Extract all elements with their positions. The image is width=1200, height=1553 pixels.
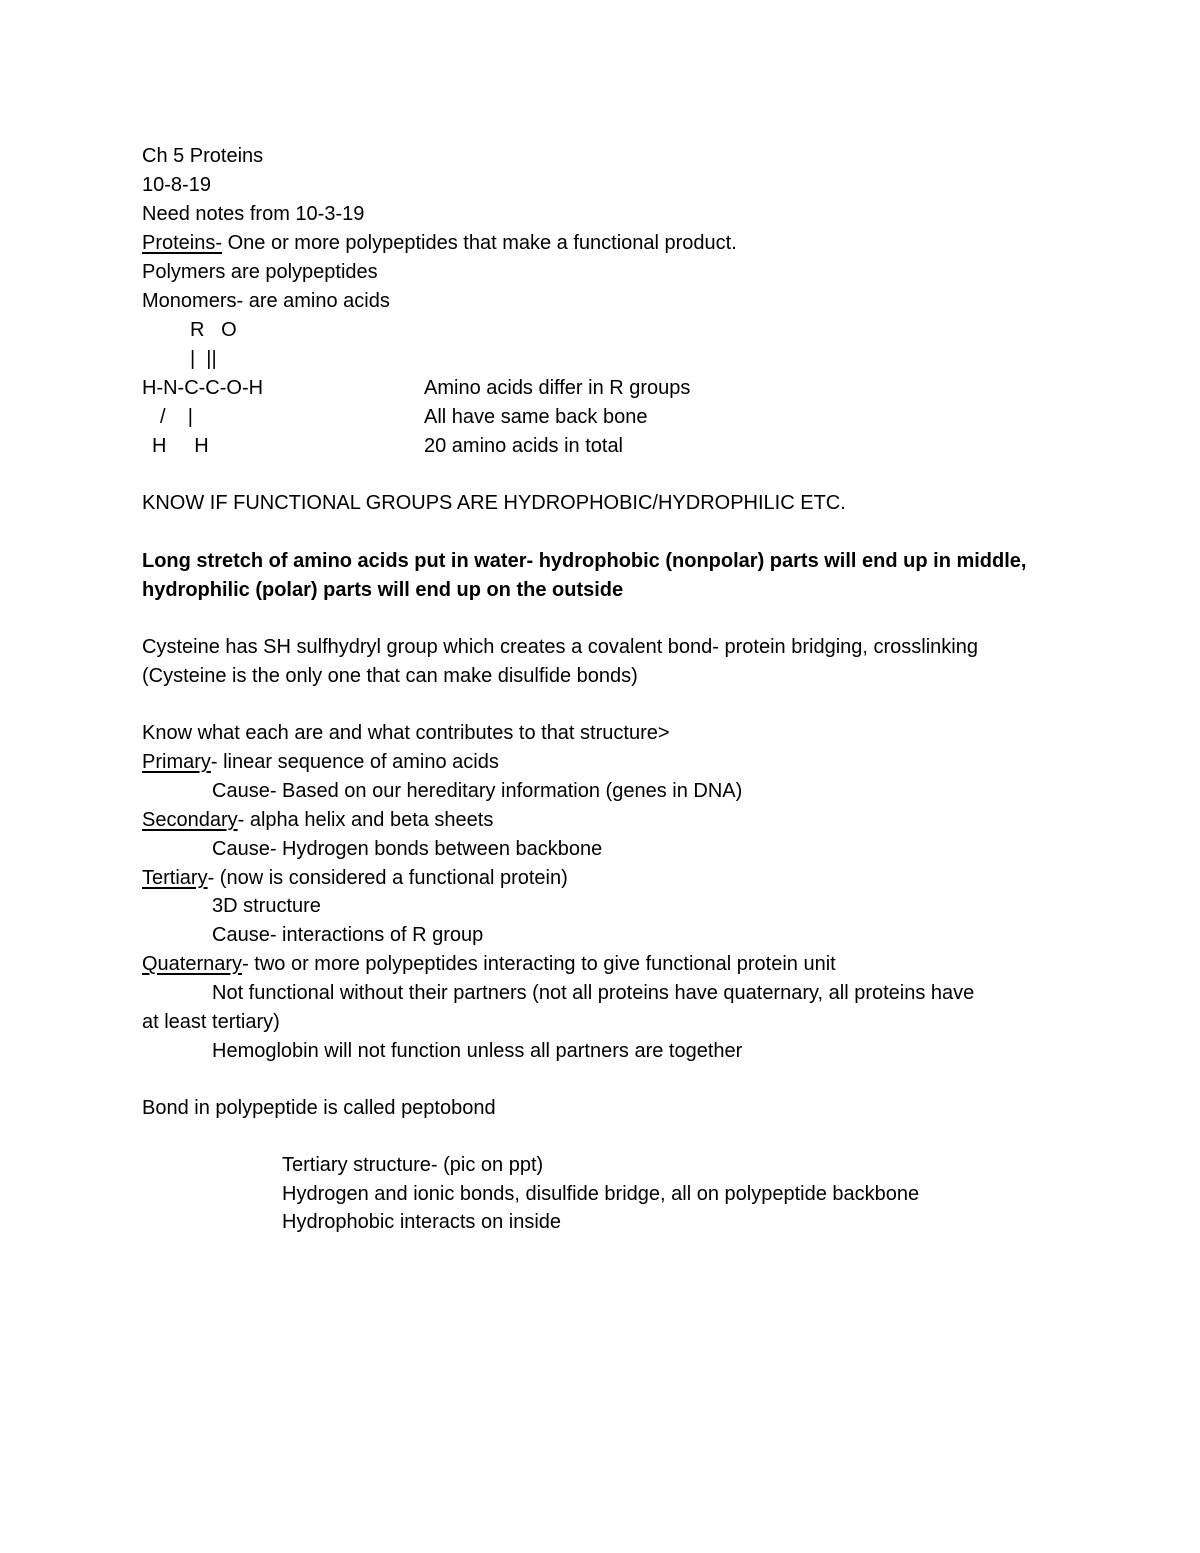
quaternary-note-3: Hemoglobin will not function unless all partners are together [212,1040,743,1062]
missing-notes: Need notes from 10-3-19 [142,203,365,225]
monomers-line: Monomers- are amino acids [142,290,390,312]
quaternary-def: - two or more polypeptides interacting to give functional protein unit [242,953,836,975]
primary-def: - linear sequence of amino acids [210,751,499,773]
tertiary-3d: 3D structure [212,895,321,917]
side-note-3: 20 amino acids in total [424,435,624,457]
date: 10-8-19 [142,174,211,196]
side-note-2: All have same back bone [424,406,648,428]
side-note-1: Amino acids differ in R groups [424,377,691,399]
quaternary-term: Quaternary [142,953,243,975]
secondary-line [142,806,493,834]
bold-para-line-2: hydrophilic (polar) parts will end up on the outside [142,579,624,601]
proteins-def: One or more polypeptides that make a functional product. [222,232,737,254]
tertiary-term: Tertiary [142,867,208,889]
primary-cause: Cause- Based on our hereditary information (genes in DNA) [212,780,743,802]
secondary-def: - alpha helix and beta sheets [237,809,494,831]
know-functional-groups: KNOW IF FUNCTIONAL GROUPS ARE HYDROPHOBIC/HYDROPHILIC ETC. [142,492,846,514]
diagram-row-5: H H [152,435,209,457]
quaternary-note-1: Not functional without their partners (not all proteins have quaternary, all proteins have [212,982,975,1004]
structures-intro: Know what each are and what contributes to that structure> [142,722,670,744]
tertiary-note-1: Tertiary structure- (pic on ppt) [282,1154,544,1176]
proteins-term: Proteins- [142,232,223,254]
tertiary-note-3: Hydrophobic interacts on inside [282,1211,562,1233]
cysteine-line-2: (Cysteine is the only one that can make disulfide bonds) [142,665,638,687]
diagram-row-4: / | [160,406,193,428]
secondary-term: Secondary [142,809,238,831]
diagram-row-3: H-N-C-C-O-H [142,377,264,399]
bond-line: Bond in polypeptide is called peptobond [142,1097,496,1119]
cysteine-line-1: Cysteine has SH sulfhydryl group which creates a covalent bond- protein bridging, crosslinking [142,636,978,658]
diagram-row-1: R O [190,319,237,341]
polymers-line: Polymers are polypeptides [142,261,378,283]
tertiary-def: - (now is considered a functional protein) [207,867,568,889]
primary-line [142,748,499,776]
quaternary-line [142,950,836,978]
tertiary-note-2: Hydrogen and ionic bonds, disulfide bridge, all on polypeptide backbone [282,1183,920,1205]
secondary-cause: Cause- Hydrogen bonds between backbone [212,838,603,860]
diagram-row-2: | || [190,348,217,370]
primary-term: Primary [142,751,211,773]
bold-para-line-1: Long stretch of amino acids put in water- hydrophobic (nonpolar) parts will end up in middle, [142,550,1027,572]
tertiary-line [142,864,568,892]
quaternary-note-2: at least tertiary) [142,1011,280,1033]
tertiary-cause: Cause- interactions of R group [212,924,484,946]
proteins-definition [142,229,737,257]
title: Ch 5 Proteins [142,145,264,167]
